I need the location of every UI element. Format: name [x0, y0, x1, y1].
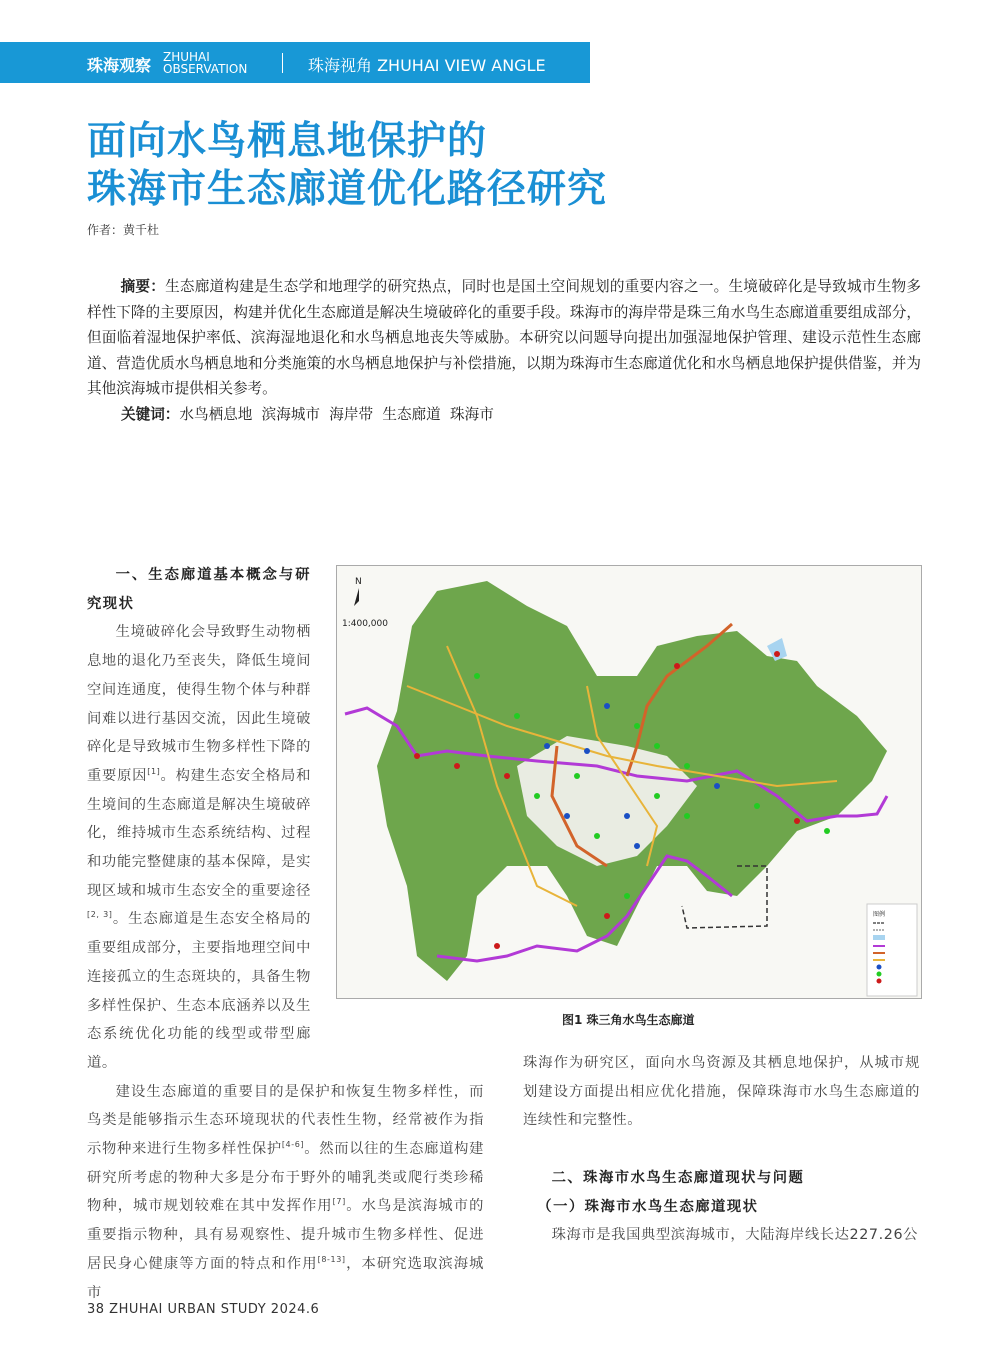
site-dot — [504, 773, 510, 779]
figure-map — [336, 565, 922, 999]
site-dot — [534, 793, 540, 799]
site-dot — [514, 713, 520, 719]
citation: [2, 3] — [87, 910, 113, 920]
site-dot — [654, 743, 660, 749]
site-dot — [454, 763, 460, 769]
section-name-en — [163, 51, 247, 75]
text: 。构建生态安全格局和生境间的生态廊道是解决生境破碎化，维持城市生态系统结构、过程和功能完整健康的基本保障，是实现区域和城市生态安全的重要途径 — [87, 767, 311, 899]
site-dot — [774, 651, 780, 657]
section-en-line2: OBSERVATION — [163, 62, 248, 76]
site-dot — [754, 803, 760, 809]
page-footer: 38 ZHUHAI URBAN STUDY 2024.6 — [87, 1302, 320, 1317]
text: 。然而以往的生态廊道构建研究所考虑的物种大多是分布于野外的哺乳类或爬行类珍稀物种，城市规划较难在其中发挥作用 — [87, 1141, 484, 1215]
site-dot — [824, 828, 830, 834]
keywords — [87, 402, 921, 428]
figure-caption: 图1 珠三角水鸟生态廊道 — [562, 1013, 695, 1027]
map-legend — [867, 904, 917, 996]
section-1-heading: 一、生态廊道基本概念与研究现状 — [87, 567, 311, 612]
site-dot — [604, 913, 610, 919]
north-label: N — [355, 577, 362, 587]
site-dot — [594, 833, 600, 839]
paragraph-3: 珠海作为研究区，面向水鸟资源及其栖息地保护，从城市规划建设方面提出相应优化措施，保障珠海市水鸟生态廊道的连续性和完整性。 — [523, 1055, 920, 1129]
left-column — [87, 561, 311, 1078]
abstract-block — [87, 274, 921, 428]
title-line-1: 面向水鸟栖息地保护的 — [87, 119, 488, 164]
column-name: 珠海视角 ZHUHAI VIEW ANGLE — [308, 56, 546, 75]
paragraph-4: 珠海市是我国典型滨海城市，大陆海岸线长达227.26公 — [551, 1227, 919, 1244]
site-dot — [634, 843, 640, 849]
site-dot — [414, 753, 420, 759]
text: 。水鸟是滨海城市的重要指示物种，具有易观察性、提升城市生物多样性、促进居民身心健康等方面的特点和作用 — [87, 1198, 484, 1272]
site-dot — [654, 793, 660, 799]
legend-swatch — [877, 979, 882, 984]
site-dot — [714, 783, 720, 789]
abstract — [87, 274, 921, 402]
article-title — [87, 118, 607, 214]
map-scale: 1:400,000 — [342, 619, 388, 629]
citation: [8-13] — [317, 1254, 346, 1264]
author: 作者：黄千杜 — [87, 223, 160, 237]
site-dot — [684, 813, 690, 819]
site-dot — [684, 763, 690, 769]
site-dot — [544, 743, 550, 749]
legend-swatch — [873, 935, 885, 940]
site-dot — [474, 673, 480, 679]
section-2-heading: 二、珠海市水鸟生态廊道现状与问题 — [551, 1169, 805, 1186]
divider — [282, 53, 283, 73]
site-dot — [574, 773, 580, 779]
abstract-label: 摘要： — [120, 278, 166, 295]
citation: [1] — [147, 766, 161, 776]
site-dot — [564, 813, 570, 819]
section-header-bar — [0, 42, 590, 83]
citation: [7] — [332, 1197, 346, 1207]
section-2-subheading: （一）珠海市水鸟生态廊道现状 — [537, 1198, 759, 1215]
legend-title: 图例 — [873, 911, 886, 918]
spacer — [523, 1135, 920, 1164]
keywords-text: 水鸟栖息地 滨海城市 海岸带 生态廊道 珠海市 — [179, 405, 494, 423]
site-dot — [604, 703, 610, 709]
abstract-text: 生态廊道构建是生态学和地理学的研究热点，同时也是国土空间规划的重要内容之一。生境破碎化是导致城市生物多样性下降的主要原因，构建并优化生态廊道是解决生境破碎化的重要手段。珠海市的海岸带是珠三角水鸟生态廊道重要组成部分，但面临着湿地保护率低、滨海湿地退化和水鸟栖息地丧失等威胁。本研究以问题导向提出加强湿地保护管理、建设示范性生态廊道、营造优质水鸟栖息地和分类施策的水鸟栖息地保护与补偿措施，以期为珠海市生态廊道优化和水鸟栖息地保护提供借鉴，并为其他滨海城市提供相关参考。 — [87, 278, 921, 398]
keywords-label: 关键词： — [121, 405, 180, 423]
citation: [4-6] — [281, 1140, 305, 1150]
site-dot — [624, 893, 630, 899]
text: ，本研究选取滨海城市 — [87, 1255, 484, 1301]
title-line-2: 珠海市生态廊道优化路径研究 — [87, 167, 608, 212]
text: 。生态廊道是生态安全格局的重要组成部分，主要指地理空间中连接孤立的生态斑块的，具备生物多样性保护、生态本底涵养以及生态系统优化功能的线型或带型廊道。 — [87, 911, 311, 1071]
paragraph-1 — [87, 618, 311, 1077]
paragraph-2 — [87, 1078, 484, 1308]
right-column — [523, 1049, 920, 1250]
site-dot — [494, 943, 500, 949]
site-dot — [584, 748, 590, 754]
site-dot — [624, 813, 630, 819]
legend-swatch — [877, 965, 882, 970]
legend-swatch — [877, 972, 882, 977]
text: 建设生态廊道的重要目的是保护和恢复生物多样性，而鸟类是能够指示生态环境现状的代表性生物，经常被作为指示物种来进行生物多样性保护 — [87, 1083, 484, 1158]
site-dot — [634, 723, 640, 729]
section-name: 珠海观察 — [87, 56, 152, 75]
section-en-line1: ZHUHAI — [163, 50, 210, 64]
text: 生境破碎化会导致野生动物栖息地的退化乃至丧失，降低生境间空间连通度，使得生物个体与种群间难以进行基因交流，因此生境破碎化是导致城市生物多样性下降的重要原因 — [87, 624, 311, 784]
map-svg — [337, 566, 921, 998]
site-dot — [674, 663, 680, 669]
site-dot — [794, 818, 800, 824]
